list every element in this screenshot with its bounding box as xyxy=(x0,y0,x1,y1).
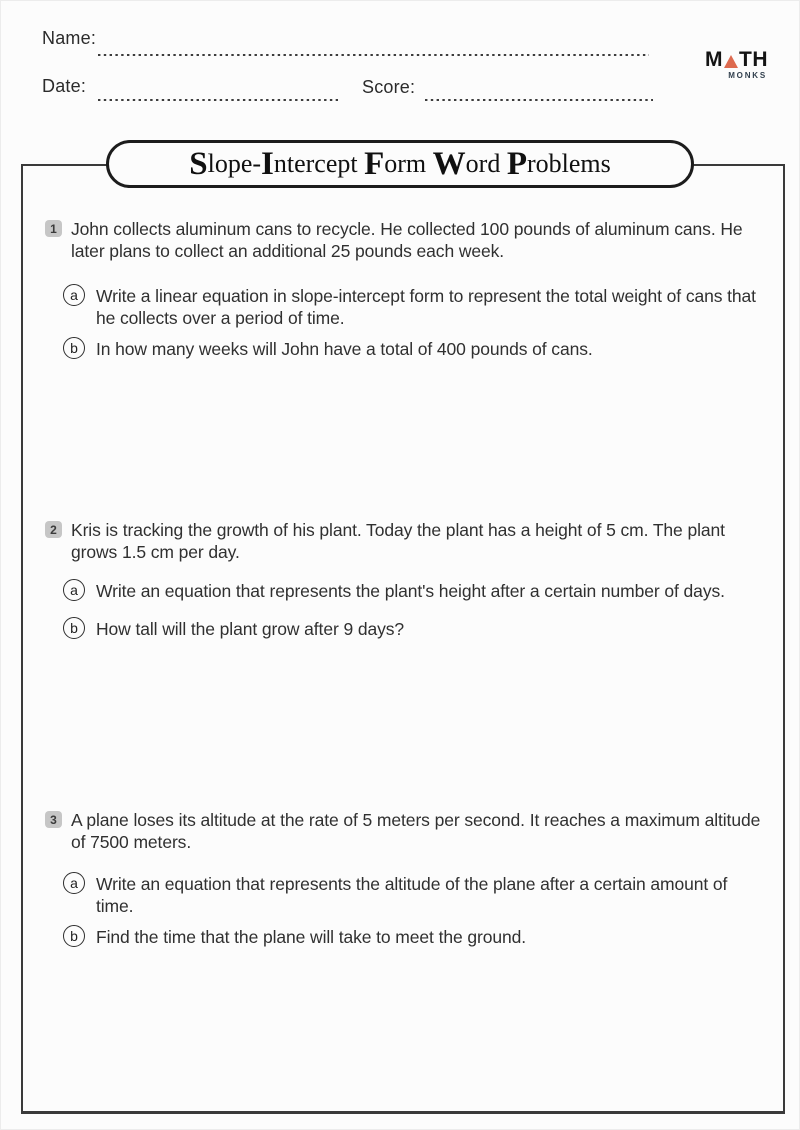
title-segment: ord xyxy=(465,149,507,178)
name-fill-line[interactable] xyxy=(98,54,649,57)
problem-statement: A plane loses its altitude at the rate of 5 meters per second. It reaches a maximum altitude of 7500 meters. xyxy=(71,810,761,852)
part-question: In how many weeks will John have a total of 400 pounds of cans. xyxy=(96,339,593,359)
problems-container xyxy=(21,164,785,1114)
problem-statement: John collects aluminum cans to recycle. He collected 100 pounds of aluminum cans. He later plans to collect an additional 25 pounds each week. xyxy=(71,219,743,261)
problem-3-part-b xyxy=(63,925,763,948)
part-question: How tall will the plant grow after 9 days? xyxy=(96,619,405,639)
logo-wordmark xyxy=(698,49,768,71)
part-label-circle: b xyxy=(63,617,85,639)
title-segment: I xyxy=(261,145,274,182)
problem-1 xyxy=(45,218,763,262)
title-segment: F xyxy=(364,145,385,182)
problem-2 xyxy=(45,519,763,563)
problem-number-badge: 2 xyxy=(45,521,62,538)
part-label-circle: a xyxy=(63,284,85,306)
problem-3 xyxy=(45,809,763,853)
problem-number-badge: 1 xyxy=(45,220,62,237)
part-label-circle: a xyxy=(63,872,85,894)
logo-letters-th: TH xyxy=(739,48,768,71)
logo-triangle-icon xyxy=(724,55,738,68)
score-fill-line[interactable] xyxy=(425,99,653,102)
part-label-circle: a xyxy=(63,579,85,601)
date-label: Date: xyxy=(42,76,87,96)
part-question: Write an equation that represents the plant's height after a certain number of days. xyxy=(96,581,725,601)
problem-2-part-b xyxy=(63,617,763,640)
logo-letter-m: M xyxy=(705,48,723,71)
date-fill-line[interactable] xyxy=(98,99,338,102)
part-label-circle: b xyxy=(63,925,85,947)
part-question: Find the time that the plane will take to meet the ground. xyxy=(96,927,527,947)
title-segment: orm xyxy=(384,149,433,178)
worksheet-title xyxy=(106,140,694,188)
title-segment: roblems xyxy=(527,149,611,178)
title-segment: S xyxy=(189,145,208,182)
problem-1-part-b xyxy=(63,337,763,360)
part-question: Write a linear equation in slope-intercept form to represent the total weight of cans that he collects over a period of time. xyxy=(96,286,756,328)
problem-statement: Kris is tracking the growth of his plant. Today the plant has a height of 5 cm. The plant grows 1.5 cm per day. xyxy=(71,520,725,562)
problem-1-part-a xyxy=(63,284,763,329)
part-label-circle: b xyxy=(63,337,85,359)
title-segment: lope- xyxy=(207,149,262,178)
title-segment: P xyxy=(506,145,527,182)
title-segment: ntercept xyxy=(273,149,365,178)
name-label: Name: xyxy=(42,28,97,48)
logo-subtitle: MONKS xyxy=(728,71,767,80)
problem-3-part-a xyxy=(63,872,763,917)
problem-number-badge: 3 xyxy=(45,811,62,828)
math-monks-logo xyxy=(698,49,768,80)
title-segment: W xyxy=(432,145,466,182)
problem-2-part-a xyxy=(63,579,763,602)
score-label: Score: xyxy=(362,77,416,97)
part-question: Write an equation that represents the altitude of the plane after a certain amount of time. xyxy=(96,874,728,916)
